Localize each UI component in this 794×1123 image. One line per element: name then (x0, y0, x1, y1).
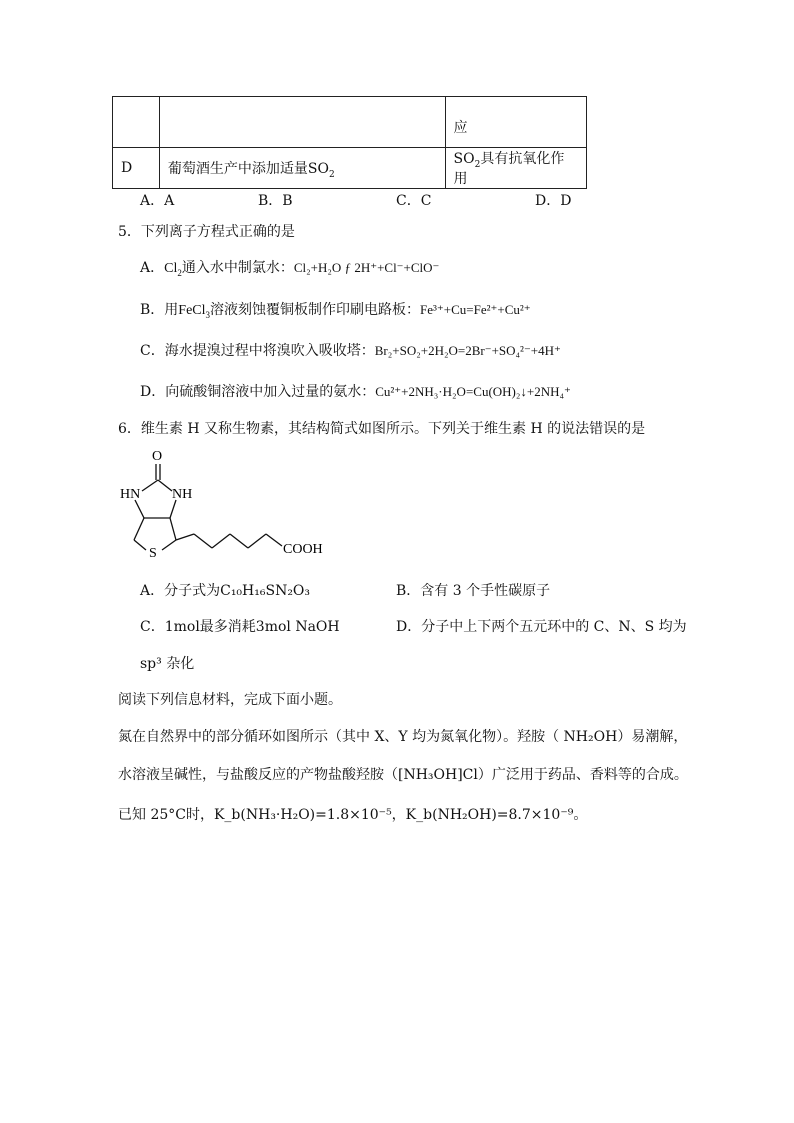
reading-intro: 阅读下列信息材料，完成下面小题。 (118, 692, 342, 708)
structure-label-nh: NH (172, 487, 193, 502)
subscript: 2 (474, 159, 481, 170)
table-row (113, 97, 587, 148)
equation: Cu²⁺+2NH₃·H₂O=Cu(OH)₂↓+2NH₄⁺ (375, 384, 571, 399)
option-text: 通入水中制氯水： (181, 260, 294, 276)
reading-paragraph-2: 水溶液呈碱性，与盐酸反应的产物盐酸羟胺（[NH₃OH]Cl）广泛用于药品、香料等的合成。 (118, 767, 688, 783)
equation: Cl₂+H₂O ƒ 2H⁺+Cl⁻+ClO⁻ (293, 260, 440, 275)
structure-label-cooh: COOH (283, 542, 323, 557)
table-row (113, 148, 587, 189)
formula: Cl (164, 261, 178, 276)
biotin-structure (112, 442, 342, 567)
structure-label-o: O (152, 449, 163, 464)
option-label: B．用 (140, 302, 179, 318)
table-cell-text: SO (453, 151, 475, 167)
q4-option-d: D．D (535, 193, 572, 209)
table-cell (445, 148, 586, 189)
reading-paragraph-3: 已知 25°C时，K_b(NH₃·H₂O)=1.8×10⁻⁵，K_b(NH₂OH)=8.7×10⁻⁹。 (118, 807, 588, 823)
option-label: C．海水提溴过程中将溴吹入吸收塔： (140, 343, 375, 359)
q4-option-b: B．B (258, 193, 293, 209)
q6-option-a: A．分子式为C₁₀H₁₆SN₂O₃ (140, 583, 311, 599)
table-cell: D (113, 148, 160, 189)
table-cell (113, 97, 160, 148)
q6-option-c: C．1mol最多消耗3mol NaOH (140, 619, 340, 635)
q4-option-c: C．C (396, 193, 432, 209)
q5-stem: 5．下列离子方程式正确的是 (118, 224, 295, 240)
q5-option-d (140, 381, 571, 401)
formula: FeCl (178, 303, 206, 318)
option-label: A． (140, 260, 165, 276)
q5-option-b (140, 299, 531, 319)
equation: Br₂+SO₂+2H₂O=2Br⁻+SO₄²⁻+4H⁺ (374, 343, 561, 358)
q4-option-a: A．A (140, 193, 175, 209)
q5-option-c (140, 340, 561, 360)
subscript: 2 (328, 169, 335, 180)
structure-label-hn: HN (120, 487, 141, 502)
q4-table (112, 96, 587, 189)
table-cell-text: 具有抗氧化作用 (453, 151, 565, 187)
reading-paragraph-1: 氮在自然界中的部分循环如图所示（其中 X、Y 均为氮氧化物）。羟胺（ NH₂OH）易潮解， (118, 729, 688, 745)
subscript: 2 (177, 267, 182, 278)
q6-stem: 6．维生素 H 又称生物素，其结构简式如图所示。下列关于维生素 H 的说法错误的是 (118, 421, 646, 437)
table-cell-text: 葡萄酒生产中添加适量SO (167, 161, 329, 177)
q6-option-d-continued: sp³ 杂化 (140, 656, 195, 672)
q5-option-a (140, 257, 439, 277)
table-cell (159, 97, 445, 148)
q6-option-d: D．分子中上下两个五元环中的 C、N、S 均为 (396, 619, 687, 635)
subscript: 3 (205, 309, 211, 320)
table-cell (159, 148, 445, 189)
q6-option-b: B．含有 3 个手性碳原子 (396, 583, 551, 599)
structure-label-s: S (149, 546, 157, 561)
table-cell (445, 97, 586, 148)
table-cell-text: 应 (453, 120, 468, 136)
option-text: 溶液刻蚀覆铜板制作印刷电路板： (210, 302, 421, 318)
equation: Fe³⁺+Cu=Fe²⁺+Cu²⁺ (420, 302, 531, 317)
option-label: D．向硫酸铜溶液中加入过量的氨水： (140, 384, 376, 400)
